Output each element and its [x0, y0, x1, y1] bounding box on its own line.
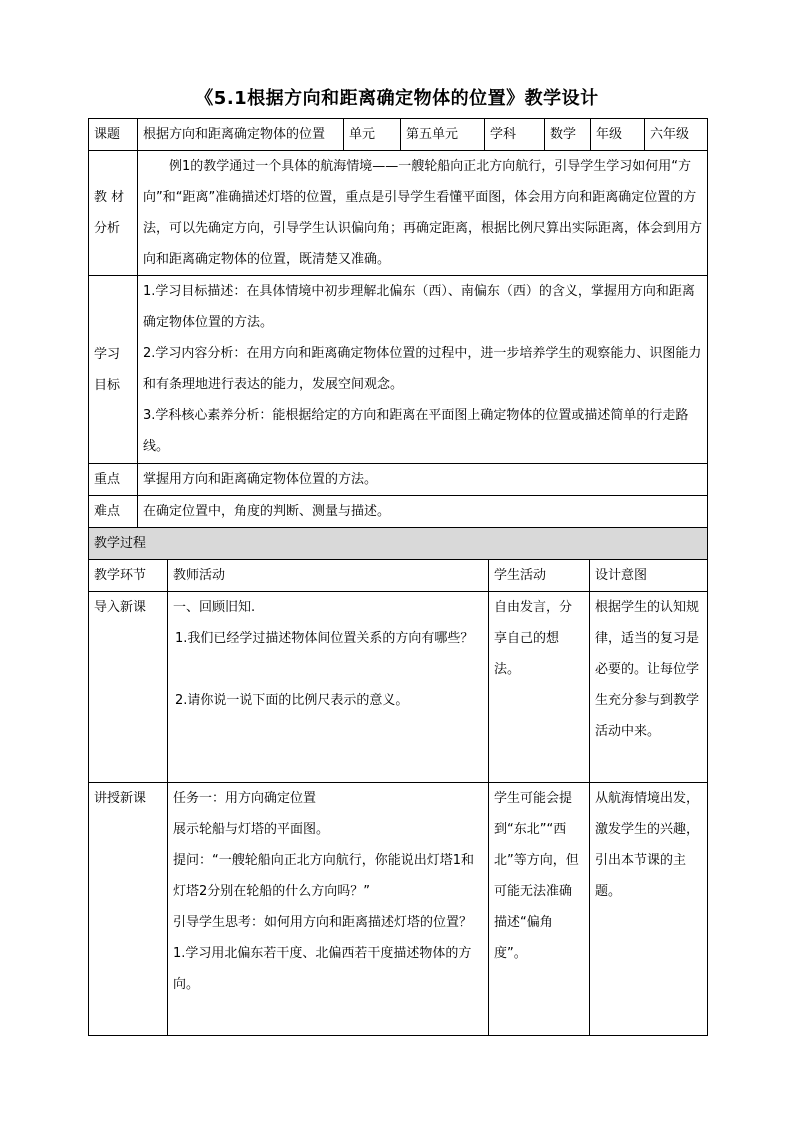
- column-header: 设计意图: [590, 560, 708, 592]
- difficulty-text: 在确定位置中，角度的判断、测量与描述。: [138, 496, 708, 528]
- column-header: 教师活动: [168, 560, 489, 592]
- material-analysis-label: 教 材 分析: [89, 151, 138, 276]
- learning-goals-text: [138, 276, 708, 464]
- subject-label: 学科: [485, 119, 545, 151]
- key-point-text: 掌握用方向和距离确定物体位置的方法。: [138, 464, 708, 496]
- process-columns-row: [89, 560, 708, 592]
- goal-item: 1.学习目标描述：在具体情境中初步理解北偏东（西）、南偏东（西）的含义，掌握用方向和距离确定物体位置的方法。: [143, 284, 695, 330]
- topic-label: 课题: [89, 119, 138, 151]
- material-analysis-row: [89, 151, 708, 276]
- lesson-info-table: [88, 118, 708, 528]
- key-point-row: [89, 464, 708, 496]
- teacher-activity-cell: 一、回顾旧知. 1.我们已经学过描述物体间位置关系的方向有哪些？ 2.请你说一说下面的比例尺表示的意义。: [168, 592, 489, 783]
- unit-label: 单元: [344, 119, 401, 151]
- goal-item: 3.学科核心素养分析：能根据给定的方向和距离在平面图上确定物体的位置或描述简单的行走路线。: [143, 408, 689, 454]
- subject-value: 数学: [545, 119, 591, 151]
- grade-label: 年级: [591, 119, 645, 151]
- stage-cell: 讲授新课: [89, 783, 168, 1036]
- material-analysis-text: 例1的教学通过一个具体的航海情境——一艘轮船向正北方向航行，引导学生学习如何用“方向”和“距离”准确描述灯塔的位置，重点是引导学生看懂平面图，体会用方向和距离确定位置的方法，可以先确定方向，引导学生认识偏向角；再确定距离，根据比例尺算出实际距离，体会到用方向和距离确定物体的位置，既清楚又准确。: [138, 151, 708, 276]
- design-intent-cell: 根据学生的认知规律，适当的复习是必要的。让每位学生充分参与到教学活动中来。: [590, 592, 708, 783]
- teacher-activity-cell: 任务一：用方向确定位置 展示轮船与灯塔的平面图。 提问：“一艘轮船向正北方向航行，你能说出灯塔1和灯塔2分别在轮船的什么方向吗？” 引导学生思考：如何用方向和距离描述灯塔的位置？ 1.学习用北偏东若干度、北偏西若干度描述物体的方向。: [168, 783, 489, 1036]
- key-point-label: 重点: [89, 464, 138, 496]
- grade-value: 六年级: [645, 119, 708, 151]
- stage-cell: 导入新课: [89, 592, 168, 783]
- student-activity-cell: 学生可能会提到“东北”“西北”等方向，但可能无法准确描述“偏角度”。: [489, 783, 590, 1036]
- design-intent-cell: 从航海情境出发，激发学生的兴趣，引出本节课的主题。: [590, 783, 708, 1036]
- difficulty-row: [89, 496, 708, 528]
- unit-value: 第五单元: [401, 119, 485, 151]
- learning-goals-label: 学习 目标: [89, 276, 138, 464]
- process-header: 教学过程: [89, 528, 708, 560]
- student-activity-cell: 自由发言，分享自己的想法。: [489, 592, 590, 783]
- difficulty-label: 难点: [89, 496, 138, 528]
- info-row: [89, 119, 708, 151]
- goal-item: 2.学习内容分析：在用方向和距离确定物体位置的过程中，进一步培养学生的观察能力、识图能力和有条理地进行表达的能力，发展空间观念。: [143, 346, 702, 392]
- topic-value: 根据方向和距离确定物体的位置: [138, 119, 344, 151]
- table-row: [89, 592, 708, 783]
- table-row: [89, 783, 708, 1036]
- column-header: 学生活动: [489, 560, 590, 592]
- learning-goals-row: [89, 276, 708, 464]
- column-header: 教学环节: [89, 560, 168, 592]
- process-header-row: [89, 528, 708, 560]
- teaching-process-table: [88, 527, 708, 1036]
- document-title: 《5.1根据方向和距离确定物体的位置》教学设计: [195, 88, 599, 109]
